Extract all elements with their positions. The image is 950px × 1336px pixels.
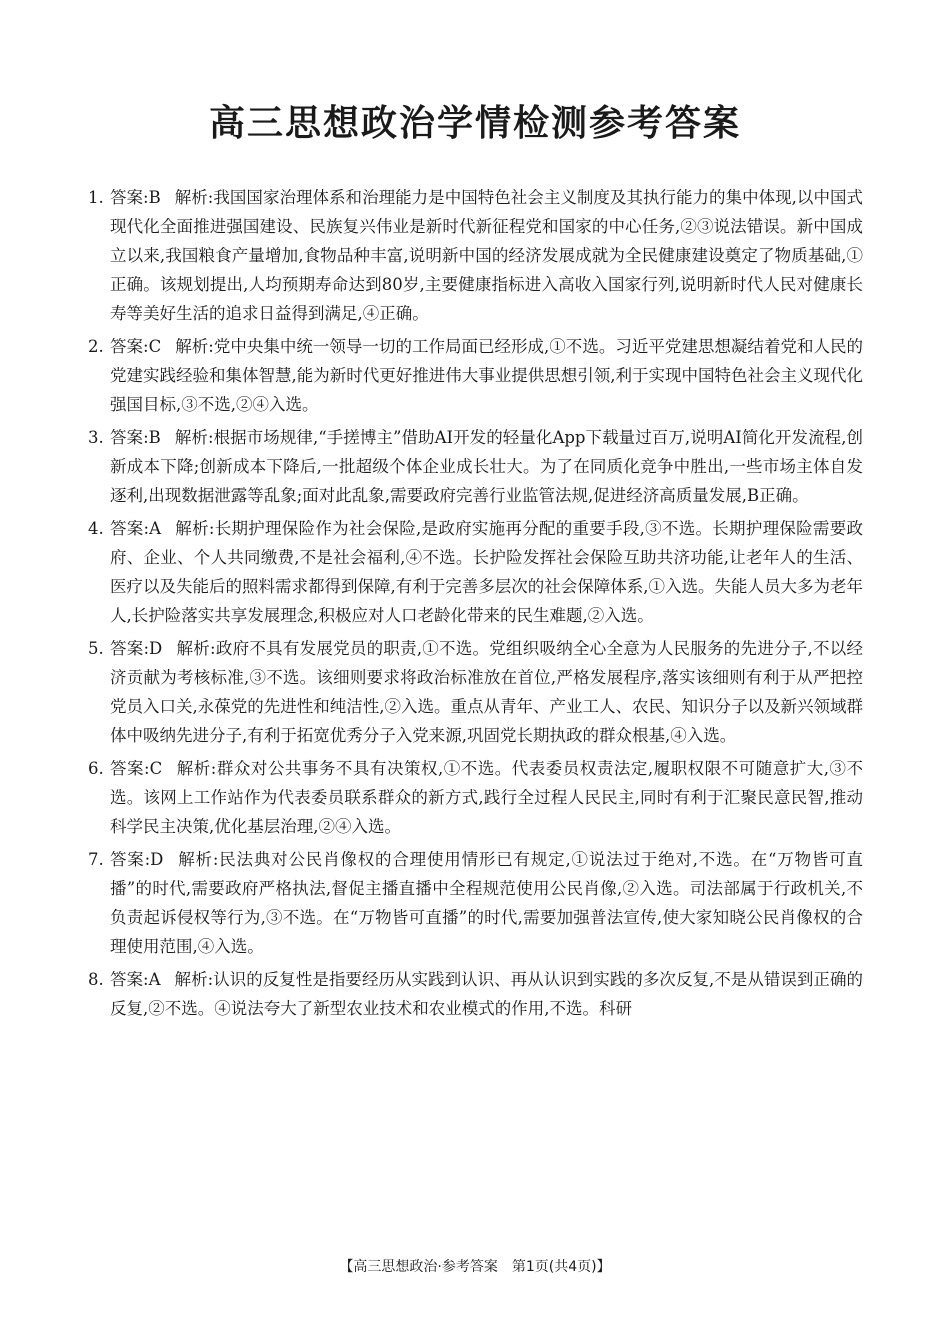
page-title: 高三思想政治学情检测参考答案: [208, 103, 741, 144]
question-number: 2.: [88, 337, 104, 356]
analysis-text: 解析:我国国家治理体系和治理能力是中国特色社会主义制度及其执行能力的集中体现,以中国式现代化全面推进强国建设、民族复兴伟业是新时代新征程党和国家的中心任务,②③说法错误。新中国成立以来,我国粮食产量增加,食物品种丰富,说明新中国的经济发展成就为全民健康建设奠定了物质基础,①正确。该规划提出,人均预期寿命达到80岁,主要健康指标进入高收入国家行列,说明新时代人民对健康长寿等美好生活的追求日益得到满足,④正确。: [110, 188, 863, 323]
answer-label: 答案:D: [110, 850, 164, 869]
answer-item: [88, 423, 863, 510]
analysis-text: 解析:根据市场规律,“手搓博主”借助AI开发的轻量化App下载量过百万,说明AI简化开发流程,创新成本下降;创新成本下降后,一批超级个体企业成长壮大。为了在同质化竞争中胜出,一些市场主体自发逐利,出现数据泄露等乱象;面对此乱象,需要政府完善行业监管法规,促进经济高质量发展,B正确。: [110, 428, 863, 505]
page-footer: 【高三思想政治·参考答案 第1页(共4页)】: [339, 1259, 611, 1275]
answer-item: [88, 634, 863, 750]
question-number: 1.: [88, 188, 104, 207]
answer-item: [88, 514, 863, 630]
analysis-text: 解析:长期护理保险作为社会保险,是政府实施再分配的重要手段,③不选。长期护理保险需要政府、企业、个人共同缴费,不是社会福利,④不选。长护险发挥社会保险互助共济功能,让老年人的生活、医疗以及失能后的照料需求都得到保障,有利于完善多层次的社会保障体系,①入选。失能人员大多为老年人,长护险落实共享发展理念,积极应对人口老龄化带来的民生难题,②入选。: [110, 519, 863, 625]
answer-label: 答案:B: [110, 428, 161, 447]
question-number: 3.: [88, 428, 104, 447]
analysis-text: 解析:群众对公共事务不具有决策权,①不选。代表委员权责法定,履职权限不可随意扩大,③不选。该网上工作站作为代表委员联系群众的新方式,践行全过程人民民主,同时有利于汇聚民意民智,推动科学民主决策,优化基层治理,②④入选。: [110, 759, 864, 836]
question-number: 4.: [88, 519, 104, 538]
analysis-text: 解析:认识的反复性是指要经历从实践到认识、再从认识到实践的多次反复,不是从错误到正确的反复,②不选。④说法夸大了新型农业技术和农业模式的作用,不选。科研: [110, 970, 863, 1018]
answer-label: 答案:C: [110, 759, 163, 778]
analysis-text: 解析:党中央集中统一领导一切的工作局面已经形成,①不选。习近平党建思想凝结着党和人民的党建实践经验和集体智慧,能为新时代更好推进伟大事业提供思想引领,利于实现中国特色社会主义现代化强国目标,③不选,②④入选。: [110, 337, 864, 414]
answer-item: [88, 754, 863, 841]
answer-item: [88, 332, 863, 419]
answer-label: 答案:A: [110, 970, 161, 989]
answer-list: [88, 183, 863, 1027]
analysis-text: 解析:政府不具有发展党员的职责,①不选。党组织吸纳全心全意为人民服务的先进分子,不以经济贡献为考核标准,③不选。该细则要求将政治标准放在首位,严格发展程序,落实该细则有利于从严把控党员入口关,永葆党的先进性和纯洁性,②入选。重点从青年、产业工人、农民、知识分子以及新兴领域群体中吸纳先进分子,有利于拓宽优秀分子入党来源,巩固党长期执政的群众根基,④入选。: [110, 639, 863, 745]
analysis-text: 解析:民法典对公民肖像权的合理使用情形已有规定,①说法过于绝对,不选。在“万物皆可直播”的时代,需要政府严格执法,督促主播直播中全程规范使用公民肖像,②入选。司法部属于行政机关,不负责起诉侵权等行为,③不选。在“万物皆可直播”的时代,需要加强普法宣传,使大家知晓公民肖像权的合理使用范围,④入选。: [110, 850, 864, 956]
question-number: 5.: [88, 639, 104, 658]
answer-label: 答案:A: [110, 519, 162, 538]
answer-item: [88, 183, 863, 328]
question-number: 6.: [88, 759, 104, 778]
answer-label: 答案:B: [110, 188, 161, 207]
question-number: 7.: [88, 850, 104, 869]
answer-label: 答案:C: [110, 337, 162, 356]
answer-label: 答案:D: [110, 639, 163, 658]
answer-item: [88, 965, 863, 1023]
question-number: 8.: [88, 970, 104, 989]
answer-item: [88, 845, 863, 961]
